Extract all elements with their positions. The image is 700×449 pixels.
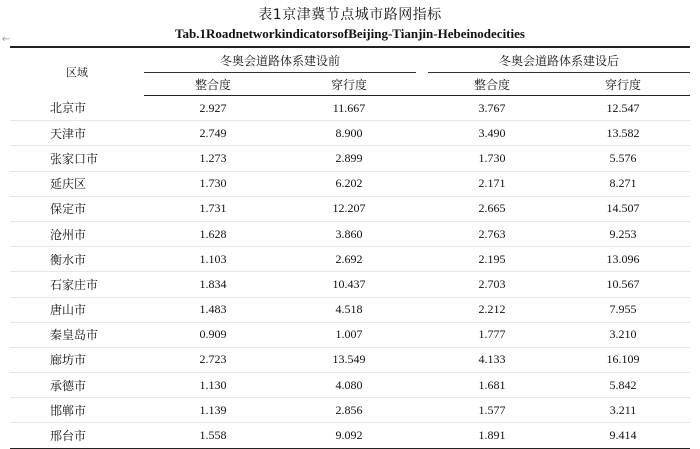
table-row	[10, 146, 690, 171]
after-choice-cell: 5.576	[556, 146, 690, 171]
city-name-cell: 张家口市	[10, 146, 144, 171]
before-integration-cell: 2.723	[144, 347, 282, 372]
city-name-cell: 承德市	[10, 373, 144, 398]
before-integration-cell: 0.909	[144, 322, 282, 347]
before-integration-cell: 1.130	[144, 373, 282, 398]
before-choice-cell: 1.007	[282, 322, 416, 347]
after-integration-cell: 2.763	[428, 221, 556, 246]
city-name-cell: 唐山市	[10, 297, 144, 322]
after-integration-cell: 3.490	[428, 121, 556, 146]
before-integration-cell: 1.730	[144, 171, 282, 196]
after-choice-cell: 13.582	[556, 121, 690, 146]
table-body	[10, 96, 690, 449]
row-spacer	[416, 146, 428, 171]
table-row	[10, 247, 690, 272]
after-integration-header: 整合度	[428, 73, 556, 96]
before-choice-cell: 12.207	[282, 196, 416, 221]
before-choice-cell: 4.518	[282, 297, 416, 322]
row-spacer	[416, 297, 428, 322]
city-name-cell: 保定市	[10, 196, 144, 221]
row-spacer	[416, 398, 428, 423]
after-group-header: 冬奥会道路体系建设后	[428, 47, 690, 73]
before-integration-cell: 1.628	[144, 221, 282, 246]
after-choice-header: 穿行度	[556, 73, 690, 96]
after-integration-cell: 1.730	[428, 146, 556, 171]
before-choice-cell: 2.856	[282, 398, 416, 423]
after-integration-cell: 1.577	[428, 398, 556, 423]
after-choice-cell: 9.414	[556, 423, 690, 448]
after-choice-cell: 16.109	[556, 347, 690, 372]
after-choice-cell: 7.955	[556, 297, 690, 322]
row-spacer	[416, 247, 428, 272]
header-spacer	[416, 47, 428, 73]
after-choice-cell: 8.271	[556, 171, 690, 196]
table-row	[10, 272, 690, 297]
before-choice-cell: 3.860	[282, 221, 416, 246]
region-header: 区域	[10, 47, 144, 96]
table-row	[10, 297, 690, 322]
table-row	[10, 373, 690, 398]
after-choice-cell: 13.096	[556, 247, 690, 272]
before-integration-cell: 1.273	[144, 146, 282, 171]
after-integration-cell: 1.681	[428, 373, 556, 398]
before-choice-cell: 13.549	[282, 347, 416, 372]
table-row	[10, 347, 690, 372]
before-choice-cell: 10.437	[282, 272, 416, 297]
after-choice-cell: 12.547	[556, 96, 690, 121]
table-row	[10, 121, 690, 146]
row-spacer	[416, 171, 428, 196]
city-name-cell: 沧州市	[10, 221, 144, 246]
table-row	[10, 398, 690, 423]
after-integration-cell: 3.767	[428, 96, 556, 121]
table-row	[10, 221, 690, 246]
table-row	[10, 96, 690, 121]
after-integration-cell: 2.212	[428, 297, 556, 322]
before-integration-cell: 2.749	[144, 121, 282, 146]
before-integration-cell: 2.927	[144, 96, 282, 121]
table-row	[10, 196, 690, 221]
row-spacer	[416, 221, 428, 246]
city-name-cell: 廊坊市	[10, 347, 144, 372]
before-integration-header: 整合度	[144, 73, 282, 96]
city-name-cell: 邯郸市	[10, 398, 144, 423]
before-group-header: 冬奥会道路体系建设前	[144, 47, 416, 73]
row-spacer	[416, 322, 428, 347]
city-name-cell: 邢台市	[10, 423, 144, 448]
before-choice-cell: 8.900	[282, 121, 416, 146]
left-edge-marker: ←	[2, 34, 11, 45]
before-choice-header: 穿行度	[282, 73, 416, 96]
after-choice-cell: 10.567	[556, 272, 690, 297]
row-spacer	[416, 373, 428, 398]
row-spacer	[416, 96, 428, 121]
after-choice-cell: 14.507	[556, 196, 690, 221]
city-name-cell: 秦皇岛市	[10, 322, 144, 347]
row-spacer	[416, 121, 428, 146]
row-spacer	[416, 272, 428, 297]
before-integration-cell: 1.103	[144, 247, 282, 272]
table-title-cn: 表1京津冀节点城市路网指标	[258, 7, 442, 23]
after-integration-cell: 2.665	[428, 196, 556, 221]
road-network-table	[10, 46, 690, 449]
table-title-en: Tab.1RoadnetworkindicatorsofBeijing-Tianjin-Hebeinodecities	[175, 26, 525, 41]
after-integration-cell: 1.891	[428, 423, 556, 448]
before-choice-cell: 6.202	[282, 171, 416, 196]
before-integration-cell: 1.834	[144, 272, 282, 297]
city-name-cell: 北京市	[10, 96, 144, 121]
before-choice-cell: 9.092	[282, 423, 416, 448]
before-integration-cell: 1.483	[144, 297, 282, 322]
city-name-cell: 延庆区	[10, 171, 144, 196]
after-choice-cell: 3.211	[556, 398, 690, 423]
city-name-cell: 石家庄市	[10, 272, 144, 297]
city-name-cell: 衡水市	[10, 247, 144, 272]
before-choice-cell: 2.899	[282, 146, 416, 171]
table-row	[10, 322, 690, 347]
after-integration-cell: 2.703	[428, 272, 556, 297]
before-integration-cell: 1.731	[144, 196, 282, 221]
after-integration-cell: 1.777	[428, 322, 556, 347]
before-integration-cell: 1.139	[144, 398, 282, 423]
row-spacer	[416, 423, 428, 448]
before-choice-cell: 11.667	[282, 96, 416, 121]
row-spacer	[416, 196, 428, 221]
table-row	[10, 171, 690, 196]
before-integration-cell: 1.558	[144, 423, 282, 448]
before-choice-cell: 4.080	[282, 373, 416, 398]
before-choice-cell: 2.692	[282, 247, 416, 272]
after-integration-cell: 2.195	[428, 247, 556, 272]
city-name-cell: 天津市	[10, 121, 144, 146]
row-spacer	[416, 347, 428, 372]
after-choice-cell: 9.253	[556, 221, 690, 246]
after-choice-cell: 5.842	[556, 373, 690, 398]
after-integration-cell: 4.133	[428, 347, 556, 372]
after-choice-cell: 3.210	[556, 322, 690, 347]
table-row	[10, 423, 690, 448]
after-integration-cell: 2.171	[428, 171, 556, 196]
header-spacer	[416, 73, 428, 96]
